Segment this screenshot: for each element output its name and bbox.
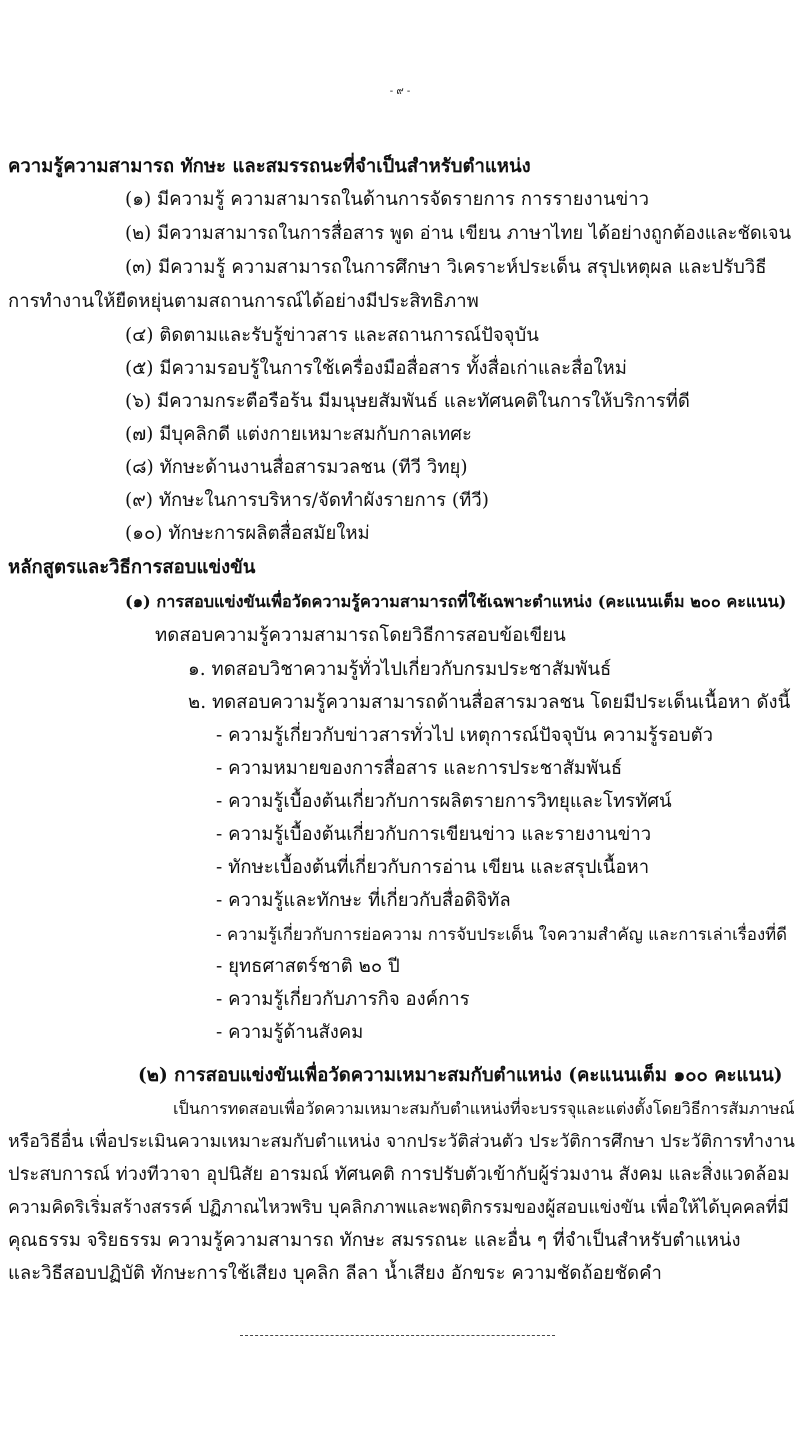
list-item: (๕) มีความรอบรู้ในการใช้เครื่องมือสื่อสาร ทั้งสื่อเก่าและสื่อใหม่ bbox=[125, 358, 627, 379]
topic-item: - ความรู้เบื้องต้นเกี่ยวกับการผลิตรายการวิทยุและโทรทัศน์ bbox=[216, 791, 672, 812]
topic-item: - ความรู้เบื้องต้นเกี่ยวกับการเขียนข่าว และรายงานข่าว bbox=[216, 824, 652, 845]
topic-item: - ความรู้ด้านสังคม bbox=[216, 1022, 364, 1043]
topic-item: - ยุทธศาสตร์ชาติ ๒๐ ปี bbox=[216, 956, 400, 977]
topic-item: - ทักษะเบื้องต้นที่เกี่ยวกับการอ่าน เขียน และสรุปเนื้อหา bbox=[216, 857, 650, 878]
topic-item: - ความรู้และทักษะ ที่เกี่ยวกับสื่อดิจิทัล bbox=[216, 890, 511, 911]
paragraph-line: เป็นการทดสอบเพื่อวัดความเหมาะสมกับตำแหน่งที่จะบรรจุและแต่งตั้งโดยวิธีการสัมภาษณ์ bbox=[173, 1099, 795, 1118]
exam-part2-title: (๒) การสอบแข่งขันเพื่อวัดความเหมาะสมกับตำแหน่ง (คะแนนเต็ม ๑๐๐ คะแนน) bbox=[138, 1065, 783, 1086]
list-item: (๖) มีความกระตือรือร้น มีมนุษยสัมพันธ์ และทัศนคติในการให้บริการที่ดี bbox=[125, 391, 690, 412]
section-heading-competencies: ความรู้ความสามารถ ทักษะ และสมรรถนะที่จำเป็นสำหรับตำแหน่ง bbox=[8, 156, 531, 177]
list-item: (๑๐) ทักษะการผลิตสื่อสมัยใหม่ bbox=[125, 523, 370, 544]
topic-item: - ความรู้เกี่ยวกับภารกิจ องค์การ bbox=[216, 989, 470, 1010]
list-item: (๗) มีบุคลิกดี แต่งกายเหมาะสมกับกาลเทศะ bbox=[125, 424, 472, 445]
page-number: - ๙ - bbox=[389, 86, 411, 97]
paragraph-line: ความคิดริเริ่มสร้างสรรค์ ปฏิภาณไหวพริบ บุคลิกภาพและพฤติกรรมของผู้สอบแข่งขัน เพื่อให้ได้บุคคลที่มี bbox=[8, 1198, 790, 1218]
topic-item: - ความรู้เกี่ยวกับการย่อความ การจับประเด็น ใจความสำคัญ และการเล่าเรื่องที่ดี bbox=[216, 924, 788, 944]
topic-item: - ความหมายของการสื่อสาร และการประชาสัมพันธ์ bbox=[216, 758, 623, 779]
list-item-continuation: การทำงานให้ยืดหยุ่นตามสถานการณ์ได้อย่างมีประสิทธิภาพ bbox=[8, 291, 479, 312]
end-divider bbox=[240, 1335, 555, 1336]
exam-part1-sub1: ๑. ทดสอบวิชาความรู้ทั่วไปเกี่ยวกับกรมประชาสัมพันธ์ bbox=[188, 659, 612, 680]
exam-part1-intro: ทดสอบความรู้ความสามารถโดยวิธีการสอบข้อเขียน bbox=[155, 625, 566, 646]
topic-item: - ความรู้เกี่ยวกับข่าวสารทั่วไป เหตุการณ์ปัจจุบัน ความรู้รอบตัว bbox=[216, 725, 714, 746]
list-item: (๒) มีความสามารถในการสื่อสาร พูด อ่าน เขียน ภาษาไทย ได้อย่างถูกต้องและชัดเจน bbox=[125, 223, 792, 244]
paragraph-line: คุณธรรม จริยธรรม ความรู้ความสามารถ ทักษะ สมรรถนะ และอื่น ๆ ที่จำเป็นสำหรับตำแหน่ง bbox=[8, 1230, 741, 1251]
exam-part1-title: (๑) การสอบแข่งขันเพื่อวัดความรู้ความสามารถที่ใช้เฉพาะตำแหน่ง (คะแนนเต็ม ๒๐๐ คะแนน) bbox=[125, 592, 787, 611]
list-item: (๔) ติดตามและรับรู้ข่าวสาร และสถานการณ์ปัจจุบัน bbox=[125, 325, 539, 346]
list-item: (๑) มีความรู้ ความสามารถในด้านการจัดรายการ การรายงานข่าว bbox=[125, 189, 650, 210]
section-heading-exam: หลักสูตรและวิธีการสอบแข่งขัน bbox=[8, 557, 256, 578]
list-item: (๘) ทักษะด้านงานสื่อสารมวลชน (ทีวี วิทยุ) bbox=[125, 457, 468, 478]
paragraph-line: ประสบการณ์ ท่วงทีวาจา อุปนิสัย อารมณ์ ทัศนคติ การปรับตัวเข้ากับผู้ร่วมงาน สังคม และสิ่งแวดล้อม bbox=[8, 1164, 790, 1185]
list-item: (๓) มีความรู้ ความสามารถในการศึกษา วิเคราะห์ประเด็น สรุปเหตุผล และปรับวิธี bbox=[125, 257, 767, 278]
paragraph-line: หรือวิธีอื่น เพื่อประเมินความเหมาะสมกับตำแหน่ง จากประวัติส่วนตัว ประวัติการศึกษา ประวัติการทำงาน bbox=[8, 1132, 795, 1152]
list-item: (๙) ทักษะในการบริหาร/จัดทำผังรายการ (ทีวี) bbox=[125, 490, 489, 511]
exam-part1-sub2: ๒. ทดสอบความรู้ความสามารถด้านสื่อสารมวลชน โดยมีประเด็นเนื้อหา ดังนี้ bbox=[188, 692, 791, 713]
paragraph-line: และวิธีสอบปฏิบัติ ทักษะการใช้เสียง บุคลิก ลีลา น้ำเสียง อักขระ ความชัดถ้อยชัดคำ bbox=[8, 1263, 662, 1284]
